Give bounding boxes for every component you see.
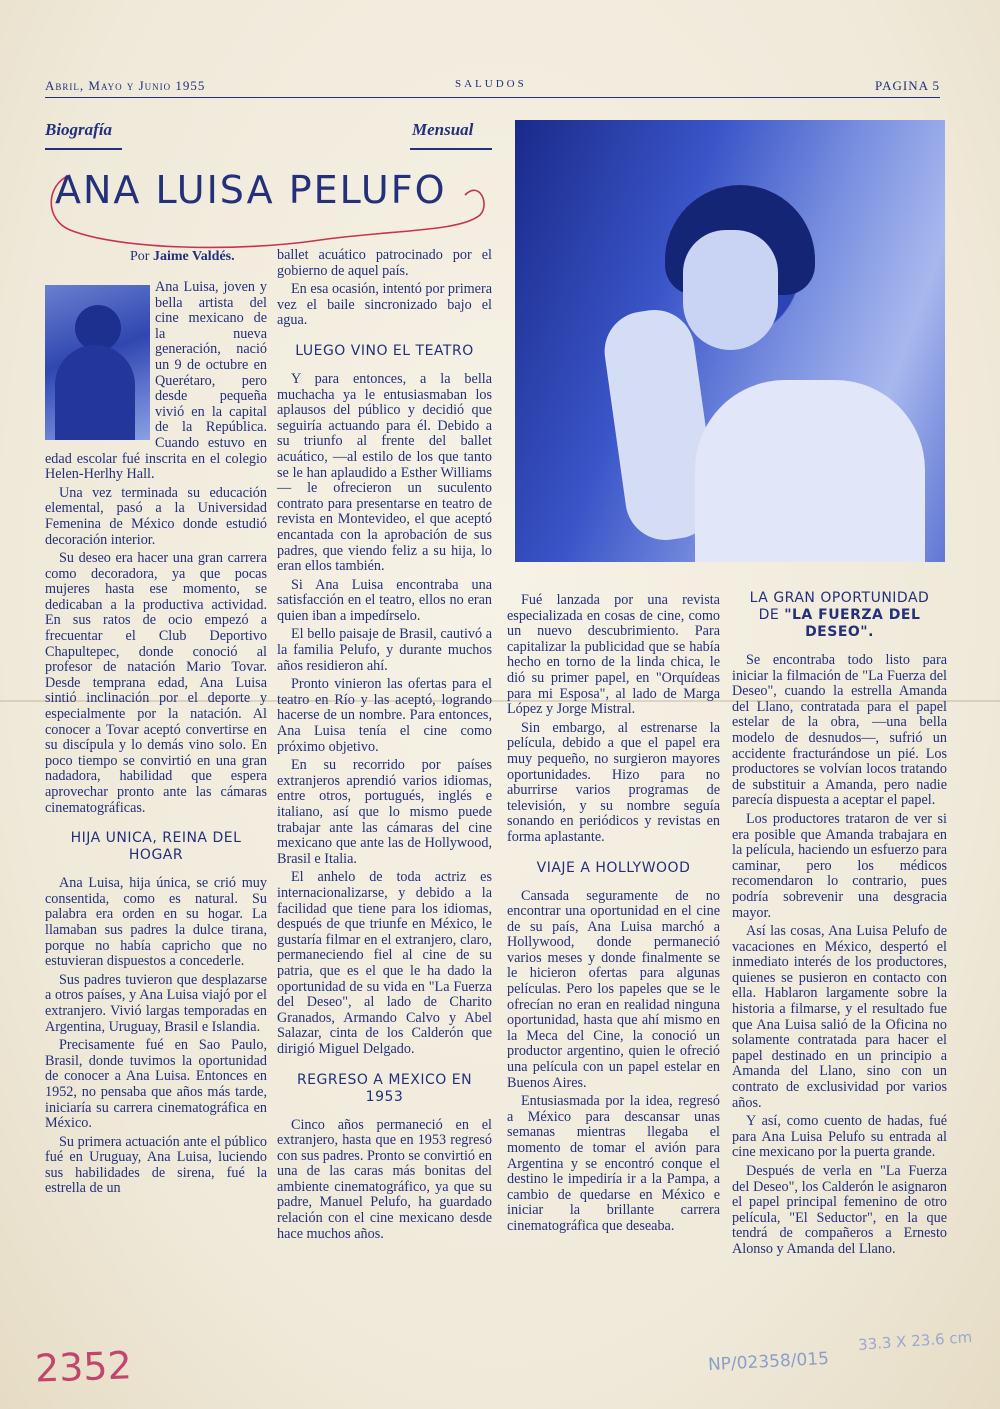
publication-name: SALUDOS [455,78,527,90]
subheading-line-2-prefix: DE [758,607,785,623]
paragraph: ballet acuático patrocinado por el gobierno de aquel país. [277,247,492,279]
paragraph: Fué lanzada por una revista especializada en cosas de cine, como un nuevo descubrimiento. Para capitalizar la publicidad que se había hecho en torno de la linda chica, le dió su primer papel, en "Orquídeas para mi Esposa", al lado de Marga López y Jorge Mistral. [507,592,720,718]
byline-author: Jaime Valdés. [152,249,235,264]
paragraph: Cinco años permaneció en el extranjero, hasta que en 1953 regresó con sus padres. Pronto se convirtió en una de las caras más bonitas del ambiente cinematográfico, ya que su padre, Manuel Pelufo, ha guardado relación con el cine mexicano desde hace muchos años. [277,1116,492,1242]
paragraph: Después de verla en "La Fuerza del Deseo", los Calderón le asignaron el papel principal femenino de otro película, "El Seductor", en la que tendrá de compañeros a Ernesto Alonso y Amanda del Llano. [732,1163,947,1257]
section-kicker-biografia: Biografía [45,120,113,139]
paragraph: Una vez terminada su educación elemental, pasó a la Universidad Femenina de México donde estudió decoración interior. [45,484,267,548]
photo-body [695,380,925,562]
section-kicker-mensual: Mensual [412,120,474,139]
issue-date: Abril, Mayo y Junio 1955 [45,78,206,93]
paragraph: El bello paisaje de Brasil, cautivó a la familia Pelufo, y durante muchos años residieron ahí. [277,626,492,674]
header-rule [45,97,940,98]
subheading-line-1: LA GRAN OPORTUNIDAD [749,590,930,606]
paragraph: Cansada seguramente de no encontrar una oportunidad en el cine de su país, Ana Luisa marchó a Hollywood, donde permaneció varios meses y donde finalmente se le hicieron ofertas para algunas películas. Pero los papeles que se le ofrecían no eran en realidad ninguna oportunidad, hasta que ahí mismo en la Meca del Cine, la conoció un productor argentino, quien le ofreció una película con un papel estelar en Buenos Aires. [507,887,720,1091]
kicker-rule-right [410,148,492,150]
subheading-luego-vino-el-teatro: LUEGO VINO EL TEATRO [295,342,474,359]
subheading-la-gran-oportunidad [732,590,947,641]
paragraph: Su primera actuación ante el público fué en Uruguay, Ana Luisa, luciendo sus habilidades de sirena, fué la estrella de un [45,1133,267,1197]
paragraph: Así las cosas, Ana Luisa Pelufo de vacaciones en México, despertó el inmediato interés de los productores, quienes se pusieron en contacto con ella. Hablaron largamente sobre la historia a filmarse, y el resultado fue que Ana Luisa salió de la Oficina no solamente contratada para hacer el papel destinado en un principio a Amanda del Llano, sino con un contrato de exclusividad por varios años. [732,923,947,1111]
dimensions-annotation: 33.3 X 23.6 cm [857,1328,973,1354]
paragraph: Y para entonces, a la bella muchacha ya le entusiasmaban los aplausos del público y decidió que seguiría actuando para él. Debido a su triunfo al frente del ballet acuático, —al estilo de los que tanto se le han aplaudido a Esther Williams— le ofrecieron un suculento contrato para presentarse en teatro de revista en Montevideo, el que aceptó encantada con la aprobación de sus padres, que viendo feliz a su hija, lo eran ellos también. [277,370,492,575]
paragraph: Pronto vinieron las ofertas para el teatro en Río y las aceptó, logrando hacerse de un nombre. Para entonces, Ana Luisa tenía el cine como próximo objetivo. [277,676,492,755]
paragraph: En esa ocasión, intentó por primera vez el baile sincronizado bajo el agua. [277,281,492,329]
photo-face [683,230,778,350]
paragraph: Ana Luisa, joven y bella artista del cine mexicano de la nueva generación, nació un 9 de octubre en Querétaro, pero desde pequeña vivió en la capital de la República. Cuando estuvo en edad escolar fué inscrita en el colegio Helen-Herlhy Hall. [45,279,267,483]
paragraph: En su recorrido por países extranjeros aprendió varios idiomas, entre otros, portugués, inglés e italiano, así que lo mismo puede trabajar ante las cámaras del cine mexicano que ante las de Hollywood, Brasil e Italia. [277,757,492,867]
article-column-2 [277,248,492,1245]
subheading-hija-unica: HIJA UNICA, REINA DEL HOGAR [70,830,242,864]
handwritten-number: 2352 [34,1343,133,1391]
article-column-3 [507,593,720,1238]
paragraph: Y así, como cuento de hadas, fué para Ana Luisa Pelufo su entrada al cine mexicano por la puerta grande. [732,1113,947,1161]
portrait-photo-main [515,120,945,562]
paragraph: Si Ana Luisa encontraba una satisfacción en el teatro, ellos no eran quien iban a impedírselo. [277,576,492,624]
photo-wrap-space [45,280,155,445]
paragraph: Precisamente fué en Sao Paulo, Brasil, donde tuvimos la oportunidad de conocer a Ana Luisa. Entonces en 1952, no pensaba que años más tarde, iniciaría su carrera cinematográfica en México. [45,1037,267,1132]
catalog-code-annotation: NP/02358/015 [707,1348,830,1376]
kicker-rule-left [45,148,122,150]
subheading-line-2-title: "LA FUERZA DEL DESEO". [784,607,921,640]
byline [130,249,235,265]
paragraph: El anhelo de toda actriz es internacionalizarse, y debido a la facilidad que tiene para los idiomas, después de que triunfe en México, le gustaría filmar en el extranjero, claro, permaneciendo fiel al cine de su patria, que es el que le ha dado la oportunidad de su vida en "La Fuerza del Deseo", al lado de Charito Granados, Armando Calvo y Abel Salazar, cinta de los Calderón que dirigió Miguel Delgado. [277,869,492,1057]
byline-prefix: Por [130,249,153,264]
article-title: ANA LUISA PELUFO [55,168,447,212]
page-number: PAGINA 5 [875,78,940,93]
paragraph: Sin embargo, al estrenarse la película, debido a que el papel era muy pequeño, no surgieron mayores oportunidades. Hizo para no aburrirse varios programas de televisión, y su nombre seguía sonando en periódicos y revistas en forma aplastante. [507,719,720,845]
paragraph: Se encontraba todo listo para iniciar la filmación de "La Fuerza del Deseo", cuando la estrella Amanda del Llano, contratada para el papel estelar de la obra, —una bella modelo de desnudos—, sufrió un accidente fracturándose un pié. Los productores se volvían locos tratando de substituir a Amanda, pero nadie parecía dispuesta a aceptar el papel. [732,652,947,809]
paragraph: Ana Luisa, hija única, se crió muy consentida, como es natural. Su palabra era orden en su hogar. La llamaban sus padres la dulce tirana, porque no había capricho que no estuvieran dispuestos a concederle. [45,875,267,970]
paragraph: Entusiasmada por la idea, regresó a México para descansar unas semanas mientras llegaba el momento de tomar el avión para Argentina y se encontró conque el destino le impediría ir a la Pampa, a cambio de quedarse en México e iniciar la brillante carrera cinematográfica que deseaba. [507,1093,720,1234]
paragraph: Los productores trataron de ver si era posible que Amanda trabajara en la película, haciendo un esfuerzo para caminar, pero los médicos recomendaron lo contrario, pues podría sobrevenir una desgracia mayor. [732,810,947,921]
subheading-viaje-a-hollywood: VIAJE A HOLLYWOOD [536,859,691,876]
article-column-1 [45,280,267,1200]
page-header [45,78,940,98]
subheading-regreso-a-mexico: REGRESO A MEXICO EN 1953 [296,1071,473,1105]
paragraph: Su deseo era hacer una gran carrera como decoradora, ya que pocas mujeres hasta ese momento, se dedicaban a la productiva actividad. En sus ratos de ocio empezó a frecuentar el Club Deportivo Chapultepec, donde conoció al profesor de natación Mario Tovar. Desde temprana edad, Ana Luisa sintió inclinación por el deporte y especialmente por la natación. Al conocer a Tovar aceptó convertirse en su discípula y lo demás vino solo. En poco tiempo se convirtió en una gran nadadora, habilidad que espera aprovechar pronto ante las cámaras cinematográficas. [45,550,267,816]
paragraph: Sus padres tuvieron que desplazarse a otros países, y Ana Luisa viajó por el extranjero. Vivió largas temporadas en Argentina, Uruguay, Brasil e Islandia. [45,971,267,1035]
article-column-4 [732,590,947,1261]
